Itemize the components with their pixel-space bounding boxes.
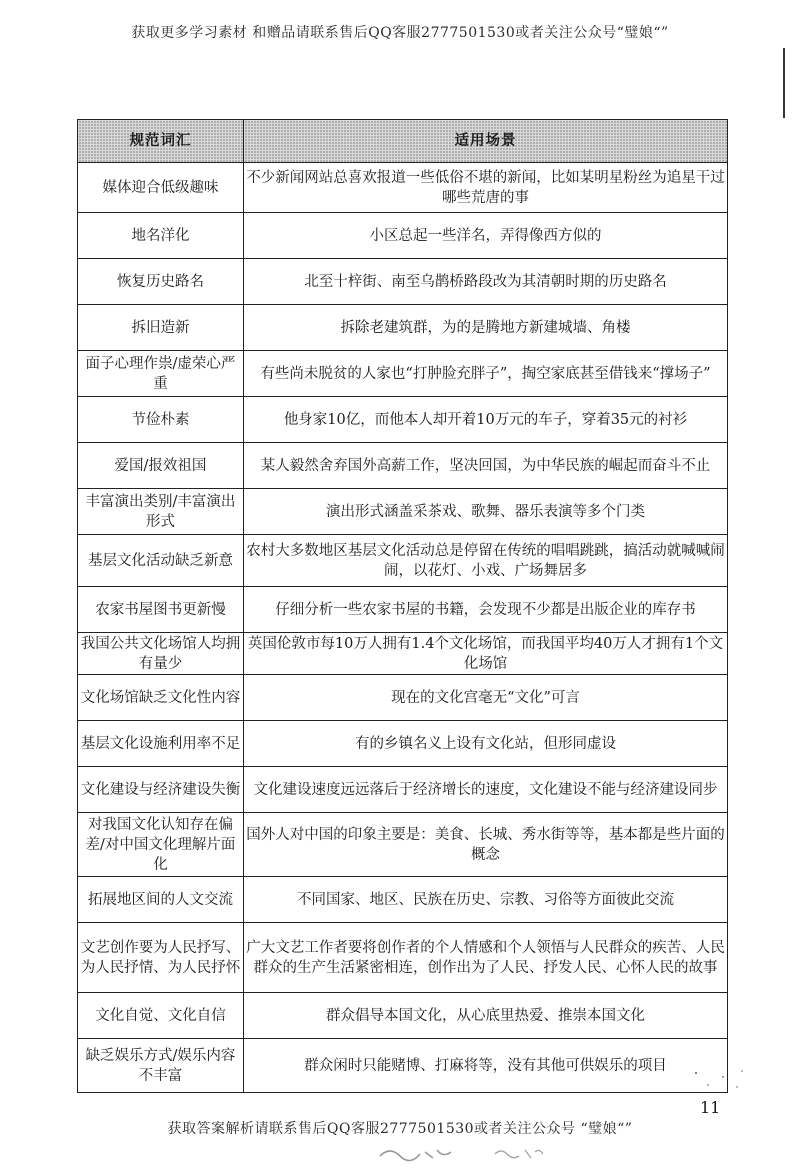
table-row (78, 633, 728, 675)
scenario-cell: 不少新闻网站总喜欢报道一些低俗不堪的新闻，比如某明星粉丝为追星干过哪些荒唐的事 (244, 163, 728, 213)
term-cell: 媒体迎合低级趣味 (78, 163, 244, 213)
term-cell: 拓展地区间的人文交流 (78, 877, 244, 923)
term-cell: 文化自觉、文化自信 (78, 993, 244, 1039)
scenario-cell: 不同国家、地区、民族在历史、宗教、习俗等方面彼此交流 (244, 877, 728, 923)
table-row (78, 813, 728, 877)
scenario-cell: 仔细分析一些农家书屋的书籍，会发现不少都是出版企业的库存书 (244, 587, 728, 633)
table-row (78, 535, 728, 587)
term-cell: 地名洋化 (78, 213, 244, 259)
footer-note: 获取答案解析请联系售后QQ客服2777501530或者关注公众号 “璧娘“” (167, 1121, 633, 1137)
vocabulary-table-container (77, 119, 727, 1093)
vocabulary-table (77, 119, 728, 1093)
term-cell: 丰富演出类别/丰富演出形式 (78, 489, 244, 535)
table-row (78, 305, 728, 351)
term-cell: 文化场馆缺乏文化性内容 (78, 675, 244, 721)
table-row (78, 443, 728, 489)
scenario-cell: 演出形式涵盖采茶戏、歌舞、器乐表演等多个门类 (244, 489, 728, 535)
scenario-cell: 有的乡镇名义上设有文化站，但形同虚设 (244, 721, 728, 767)
header-note: 获取更多学习素材 和赠品请联系售后QQ客服2777501530或者关注公众号“璧娘“” (131, 25, 669, 41)
table-header-row (78, 120, 728, 163)
scenario-cell: 某人毅然舍弃国外高薪工作，坚决回国，为中华民族的崛起而奋斗不止 (244, 443, 728, 489)
column-header-term: 规范词汇 (78, 120, 244, 163)
scenario-cell: 现在的文化宫毫无“文化”可言 (244, 675, 728, 721)
term-cell: 农家书屋图书更新慢 (78, 587, 244, 633)
term-cell: 节俭朴素 (78, 397, 244, 443)
scenario-cell: 北至十梓街、南至乌鹊桥路段改为其清朝时期的历史路名 (244, 259, 728, 305)
scenario-cell: 小区总起一些洋名，弄得像西方似的 (244, 213, 728, 259)
page-edge-rule (783, 48, 785, 118)
scenario-cell: 有些尚未脱贫的人家也“打肿脸充胖子”，掏空家底甚至借钱来“撑场子” (244, 351, 728, 397)
table-row (78, 587, 728, 633)
scenario-cell: 群众倡导本国文化，从心底里热爱、推崇本国文化 (244, 993, 728, 1039)
column-header-scenario: 适用场景 (244, 120, 728, 163)
table-row (78, 397, 728, 443)
table-row (78, 767, 728, 813)
table-row (78, 923, 728, 993)
term-cell: 文化建设与经济建设失衡 (78, 767, 244, 813)
table-body (78, 163, 728, 1093)
scenario-cell: 农村大多数地区基层文化活动总是停留在传统的唱唱跳跳，搞活动就喊喊闹闹，以花灯、小戏、广场舞居多 (244, 535, 728, 587)
term-cell: 缺乏娱乐方式/娱乐内容不丰富 (78, 1039, 244, 1093)
scenario-cell: 文化建设速度远远落后于经济增长的速度，文化建设不能与经济建设同步 (244, 767, 728, 813)
table-row (78, 675, 728, 721)
scan-specks (690, 1065, 750, 1095)
table-row (78, 721, 728, 767)
table-row (78, 877, 728, 923)
scenario-cell: 拆除老建筑群，为的是腾地方新建城墙、角楼 (244, 305, 728, 351)
table-row (78, 1039, 728, 1093)
term-cell: 基层文化设施利用率不足 (78, 721, 244, 767)
scenario-cell: 英国伦敦市每10万人拥有1.4个文化场馆，而我国平均40万人才拥有1个文化场馆 (244, 633, 728, 675)
table-row (78, 351, 728, 397)
table-row (78, 259, 728, 305)
scenario-cell: 他身家10亿，而他本人却开着10万元的车子，穿着35元的衬衫 (244, 397, 728, 443)
table-row (78, 993, 728, 1039)
scenario-cell: 国外人对中国的印象主要是：美食、长城、秀水街等等，基本都是些片面的概念 (244, 813, 728, 877)
table-row (78, 163, 728, 213)
term-cell: 基层文化活动缺乏新意 (78, 535, 244, 587)
table-row (78, 213, 728, 259)
scenario-cell: 群众闲时只能赌博、打麻将等，没有其他可供娱乐的项目 (244, 1039, 728, 1093)
table-row (78, 489, 728, 535)
term-cell: 文艺创作要为人民抒写、为人民抒情、为人民抒怀 (78, 923, 244, 993)
page-number: 11 (700, 1098, 721, 1117)
term-cell: 拆旧造新 (78, 305, 244, 351)
term-cell: 我国公共文化场馆人均拥有量少 (78, 633, 244, 675)
term-cell: 面子心理作祟/虚荣心严重 (78, 351, 244, 397)
scenario-cell: 广大文艺工作者要将创作者的个人情感和个人领悟与人民群众的疾苦、人民群众的生产生活紧密相连，创作出为了人民、抒发人民、心怀人民的故事 (244, 923, 728, 993)
scan-smudge (375, 1140, 575, 1166)
term-cell: 恢复历史路名 (78, 259, 244, 305)
term-cell: 爱国/报效祖国 (78, 443, 244, 489)
term-cell: 对我国文化认知存在偏差/对中国文化理解片面化 (78, 813, 244, 877)
